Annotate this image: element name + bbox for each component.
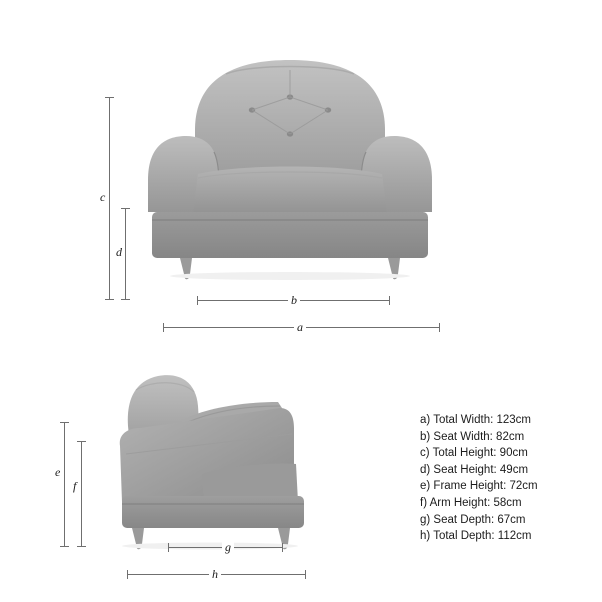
dimension-label-e: e [52, 466, 63, 478]
legend-item-f: f) Arm Height: 58cm [420, 496, 522, 509]
dimension-label-c: c [97, 191, 108, 203]
dimension-cap [305, 570, 306, 579]
legend-item-a: a) Total Width: 123cm [420, 414, 532, 426]
dimension-label-d: d [113, 246, 125, 258]
legend-item-d: d) Seat Height: 49cm [420, 463, 529, 476]
dimension-cap [439, 323, 440, 332]
dimension-label-a: a [294, 321, 306, 333]
dimension-cap [121, 208, 130, 209]
legend-item-c: c) Total Height: 90cm [420, 447, 528, 460]
dimension-cap [105, 97, 114, 98]
dimension-cap [121, 299, 130, 300]
dimension-label-f: f [70, 480, 79, 492]
dimension-label-h: h [209, 568, 221, 580]
legend-item-e: e) Frame Height: 72cm [420, 480, 538, 493]
side-view-illustration [110, 362, 340, 562]
dimension-line-d [125, 208, 126, 300]
dimension-cap [127, 570, 128, 579]
dimension-cap [77, 546, 86, 547]
dimension-cap [60, 546, 69, 547]
dimension-label-g: g [222, 541, 234, 553]
dimension-cap [77, 441, 86, 442]
dimension-legend [420, 412, 595, 545]
dimension-cap [168, 543, 169, 552]
dimension-cap [60, 422, 69, 423]
front-view-illustration [140, 52, 440, 297]
dimension-line-f [81, 441, 82, 547]
dimension-label-b: b [288, 294, 300, 306]
dimension-cap [197, 296, 198, 305]
dimension-cap [282, 543, 283, 552]
dimension-line-c [109, 97, 110, 300]
dimension-cap [163, 323, 164, 332]
legend-item-b: b) Seat Width: 82cm [420, 430, 525, 443]
legend-item-g: g) Seat Depth: 67cm [420, 513, 526, 526]
legend-item-h: h) Total Depth: 112cm [420, 530, 532, 543]
dimension-line-e [64, 422, 65, 547]
dimension-cap [105, 299, 114, 300]
dimension-cap [389, 296, 390, 305]
